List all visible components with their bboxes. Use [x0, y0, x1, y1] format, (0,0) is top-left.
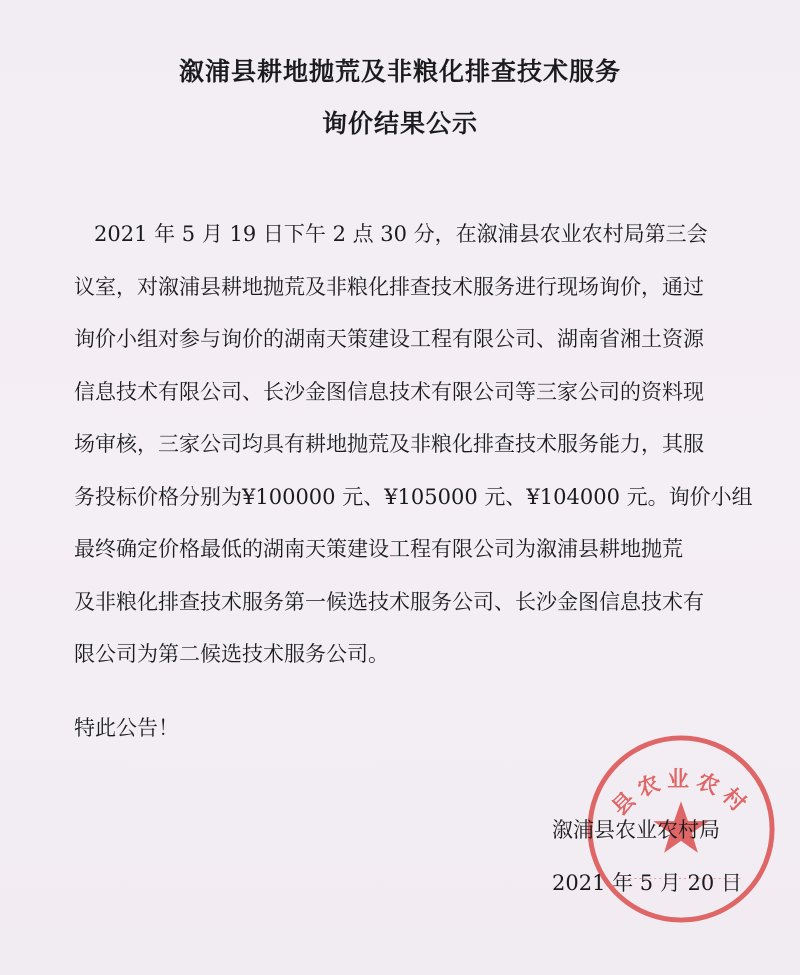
document-body — [74, 208, 754, 681]
body-line: 务投标价格分别为¥100000 元、¥105000 元、¥104000 元。询价小组 — [74, 484, 753, 509]
body-line: 最终确定价格最低的湖南天策建设工程有限公司为溆浦县耕地抛荒 — [74, 537, 683, 561]
body-line: 场审核，三家公司均具有耕地抛荒及非粮化排查技术服务能力，其服 — [74, 432, 704, 456]
document-subtitle: 询价结果公示 — [321, 109, 478, 138]
closing-statement: 特此公告！ — [74, 716, 179, 740]
body-line: 2021 年 5 月 19 日下午 2 点 30 分，在溆浦县农业农村局第三会 — [94, 222, 708, 246]
body-line: 信息技术有限公司、长沙金图信息技术有限公司等三家公司的资料现 — [74, 379, 704, 404]
document-title: 溆浦县耕地抛荒及非粮化排查技术服务 — [178, 57, 621, 86]
body-line: 询价小组对参与询价的湖南天策建设工程有限公司、湖南省湘土资源 — [74, 327, 704, 351]
body-line: 限公司为第二候选技术服务公司。 — [74, 642, 389, 666]
signature-date: 2021 年 5 月 20 日 — [552, 871, 742, 895]
signature-organization: 溆浦县农业农村局 — [552, 818, 720, 842]
seal-text: 县农业农村 — [607, 767, 755, 821]
body-line: 议室，对溆浦县耕地抛荒及非粮化排查技术服务进行现场询价，通过 — [74, 274, 704, 299]
body-line: 及非粮化排查技术服务第一候选技术服务公司、长沙金图信息技术有 — [74, 589, 704, 614]
